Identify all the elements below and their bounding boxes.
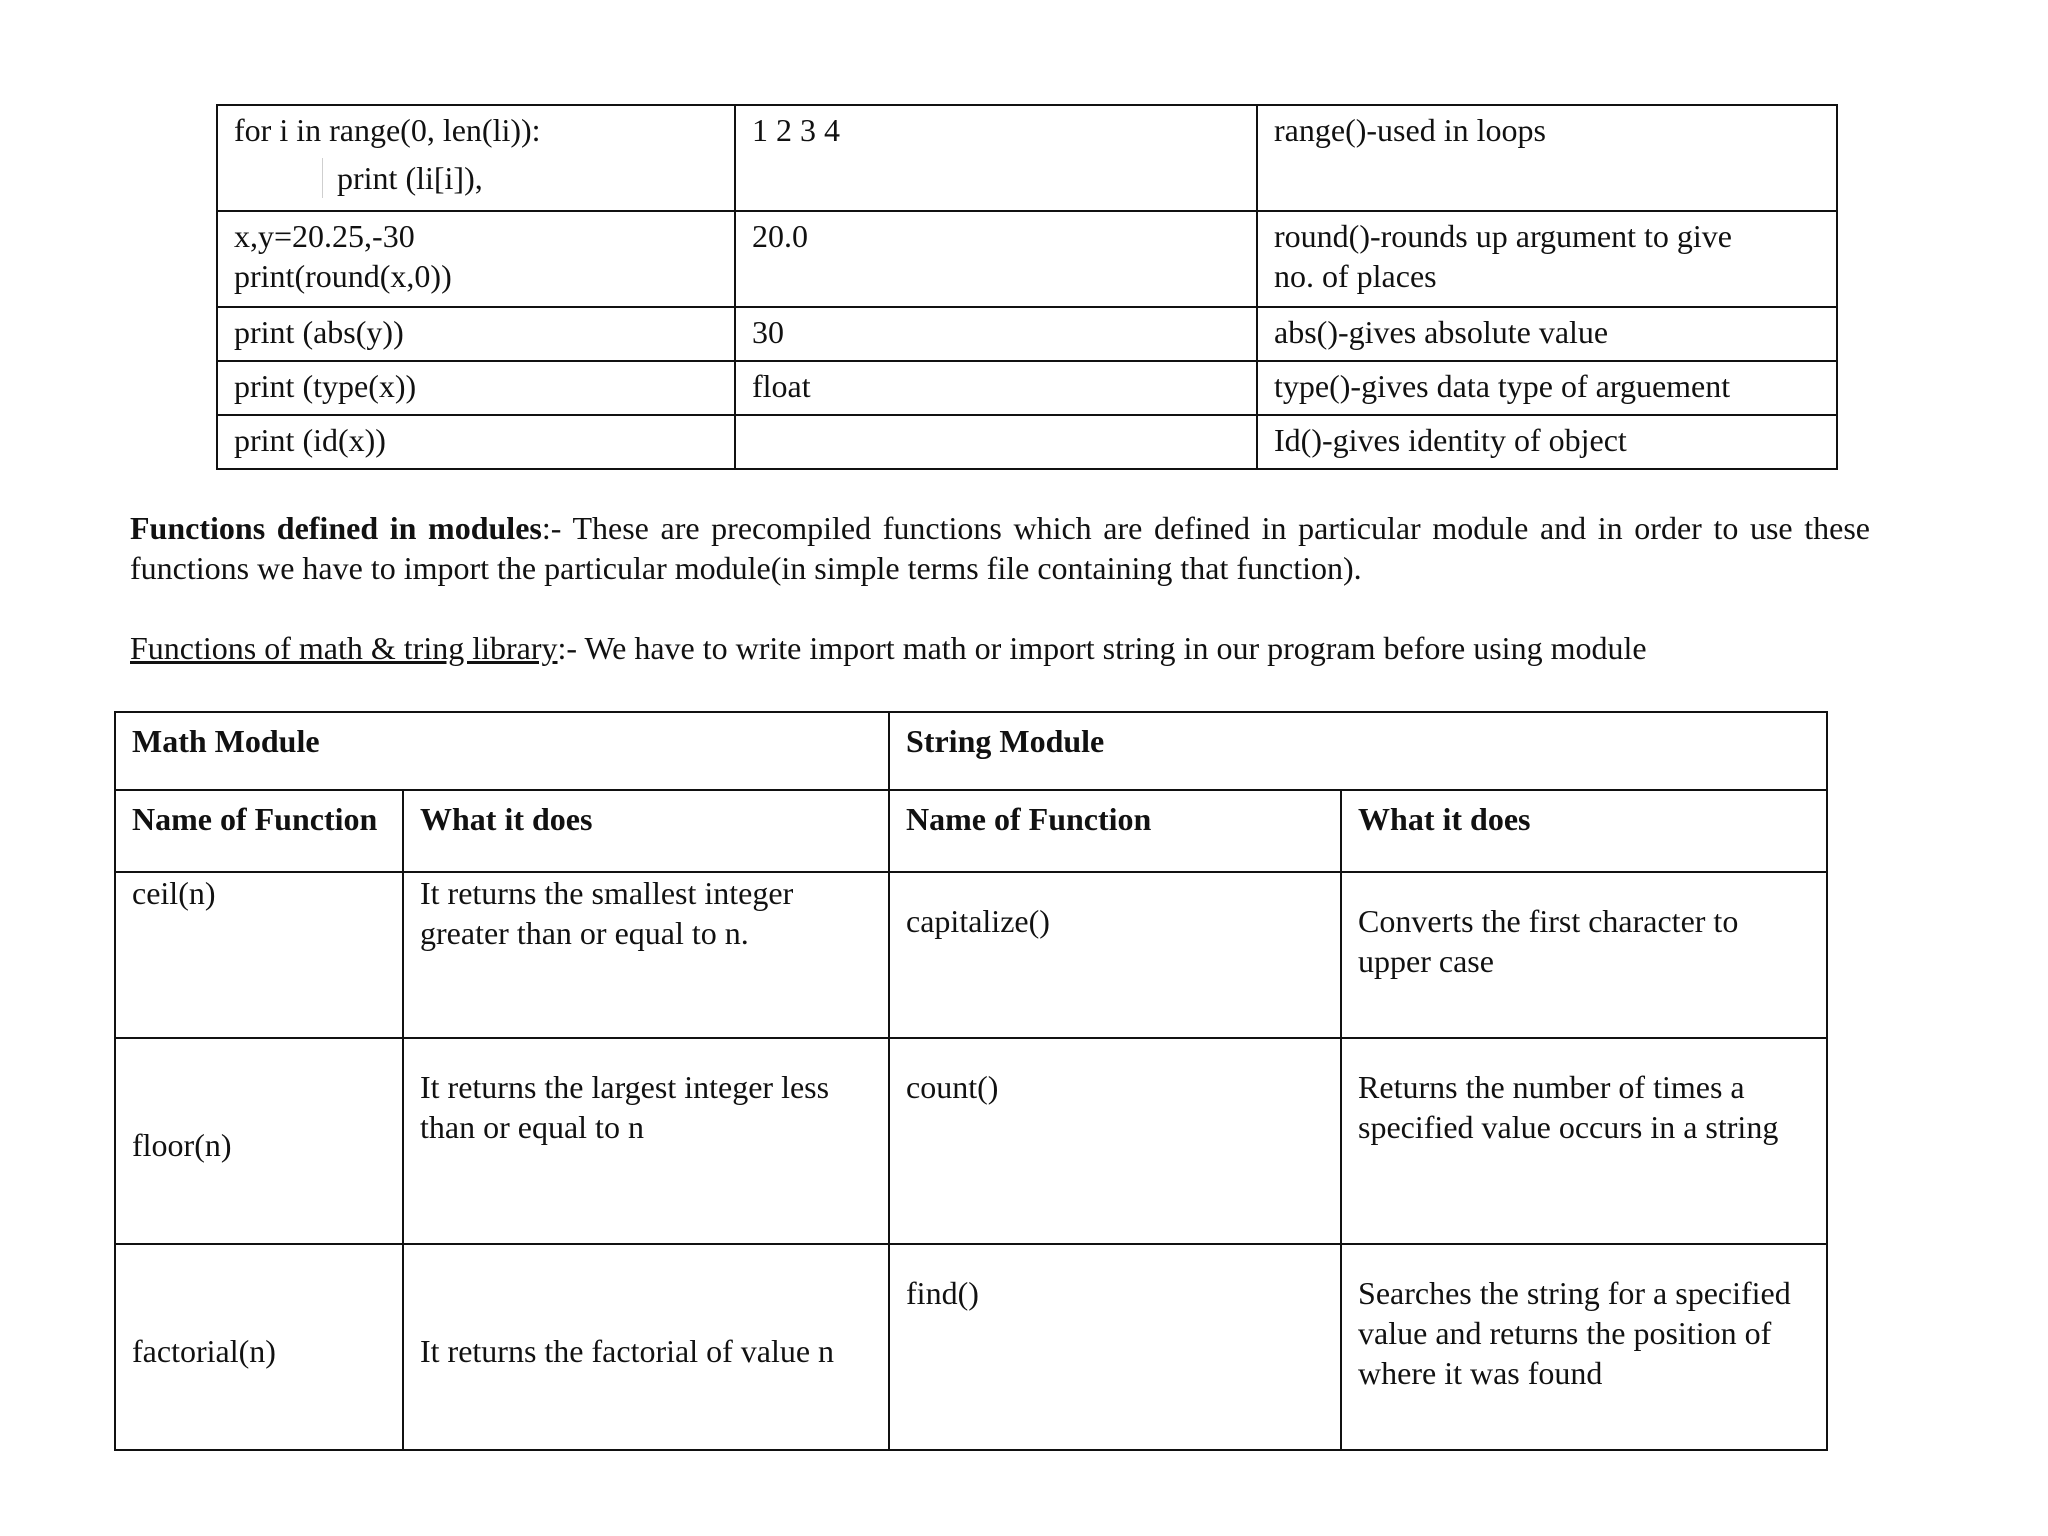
modules-text: :- These are precompiled functions which are defined in particular module and in order to use these functions we have to import the particular module(in simple terms file containing that function).: [130, 510, 1871, 586]
library-heading: Functions of math & tring library: [130, 630, 558, 666]
string-module-header: String Module: [889, 712, 1827, 790]
table-row: [115, 1038, 1827, 1244]
column-header: What it does: [1341, 790, 1827, 872]
output-cell: 20.0: [735, 211, 1257, 307]
note-cell: [1257, 415, 1837, 469]
table-row: [217, 307, 1837, 361]
code-line: print (id(x)): [234, 422, 386, 458]
table-row: [115, 872, 1827, 1038]
output-cell: float: [735, 361, 1257, 415]
table-row: [217, 415, 1837, 469]
column-header: What it does: [403, 790, 889, 872]
code-line: print (li[i]),: [322, 158, 718, 198]
math-function-name: factorial(n): [115, 1244, 403, 1450]
math-function-name: floor(n): [115, 1038, 403, 1244]
code-line: for i in range(0, len(li)):: [234, 112, 541, 148]
string-function-name: count(): [889, 1038, 1341, 1244]
library-text: :- We have to write import math or import string in our program before using module: [557, 630, 1647, 666]
code-cell: [217, 307, 735, 361]
modules-heading: Functions defined in modules: [130, 510, 542, 546]
note-line: range()-used in loops: [1274, 112, 1546, 148]
string-function-desc: Searches the string for a specified value and returns the position of where it was found: [1341, 1244, 1827, 1450]
math-function-name: ceil(n): [115, 872, 403, 1038]
code-cell: [217, 105, 735, 211]
table-row: [217, 361, 1837, 415]
code-line: x,y=20.25,-30: [234, 218, 415, 254]
column-header: Name of Function: [889, 790, 1341, 872]
library-paragraph: [130, 628, 1890, 668]
note-line: no. of places: [1274, 258, 1437, 294]
string-function-name: capitalize(): [889, 872, 1341, 1038]
code-line: print(round(x,0)): [234, 258, 452, 294]
string-function-name: find(): [889, 1244, 1341, 1450]
output-cell: 30: [735, 307, 1257, 361]
string-function-desc: Converts the first character to upper case: [1341, 872, 1827, 1038]
function-examples-table: [216, 104, 1838, 470]
math-function-desc: It returns the largest integer less than or equal to n: [403, 1038, 889, 1244]
output-cell: [735, 415, 1257, 469]
output-cell: 1 2 3 4: [735, 105, 1257, 211]
code-cell: [217, 361, 735, 415]
module-functions-table: [114, 711, 1828, 1451]
note-cell: [1257, 211, 1837, 307]
code-cell: [217, 211, 735, 307]
math-module-header: Math Module: [115, 712, 889, 790]
note-cell: [1257, 105, 1837, 211]
code-line: print (type(x)): [234, 368, 417, 404]
code-cell: [217, 415, 735, 469]
math-function-desc: It returns the factorial of value n: [403, 1244, 889, 1450]
string-function-desc: Returns the number of times a specified value occurs in a string: [1341, 1038, 1827, 1244]
note-line: abs()-gives absolute value: [1274, 314, 1609, 350]
note-cell: [1257, 361, 1837, 415]
note-line: type()-gives data type of arguement: [1274, 368, 1731, 404]
note-cell: [1257, 307, 1837, 361]
math-function-desc: It returns the smallest integer greater than or equal to n.: [403, 872, 889, 1038]
column-header: Name of Function: [115, 790, 403, 872]
table-header-row: [115, 712, 1827, 790]
note-line: Id()-gives identity of object: [1274, 422, 1627, 458]
table-row: [217, 211, 1837, 307]
modules-paragraph: [130, 508, 1870, 588]
table-row: [217, 105, 1837, 211]
code-line: print (abs(y)): [234, 314, 404, 350]
table-row: [115, 1244, 1827, 1450]
column-header-row: [115, 790, 1827, 872]
note-line: round()-rounds up argument to give: [1274, 218, 1732, 254]
